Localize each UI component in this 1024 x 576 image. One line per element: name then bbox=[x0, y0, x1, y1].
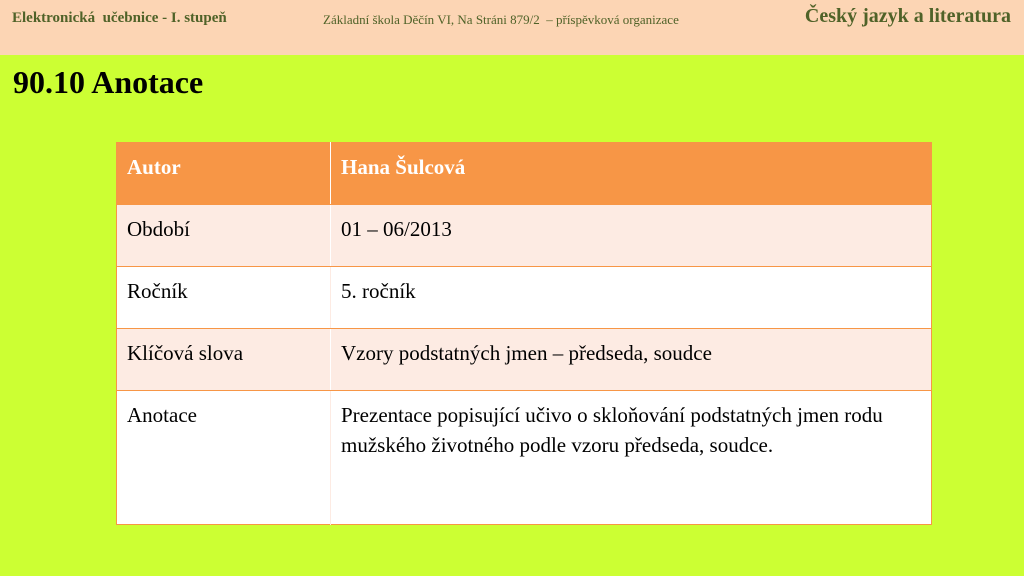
table-row bbox=[117, 267, 932, 329]
row-label-annotation: Anotace bbox=[117, 391, 331, 525]
table-row bbox=[117, 391, 932, 525]
header-subject: Český jazyk a literatura bbox=[804, 5, 1011, 27]
table-row bbox=[117, 329, 932, 391]
row-label-grade: Ročník bbox=[117, 267, 331, 329]
header-bar bbox=[0, 0, 1024, 55]
row-value-keywords: Vzory podstatných jmen – předseda, soudce bbox=[331, 329, 932, 391]
row-label-period: Období bbox=[117, 205, 331, 267]
row-value-period: 01 – 06/2013 bbox=[331, 205, 932, 267]
table-row bbox=[117, 143, 932, 205]
page-title: 90.10 Anotace bbox=[13, 64, 204, 100]
table-row bbox=[117, 205, 932, 267]
header-textbook-name: Elektronická učebnice - I. stupeň bbox=[12, 10, 227, 26]
row-value-grade: 5. ročník bbox=[331, 267, 932, 329]
annotation-table bbox=[116, 142, 932, 525]
header-school-name: Základní škola Děčín VI, Na Stráni 879/2 – příspěvková organizace bbox=[323, 12, 679, 27]
row-value-author: Hana Šulcová bbox=[331, 143, 932, 205]
row-label-keywords: Klíčová slova bbox=[117, 329, 331, 391]
row-label-author: Autor bbox=[117, 143, 331, 205]
row-value-annotation: Prezentace popisující učivo o skloňování podstatných jmen rodu mužského životného podle vzoru předseda, soudce. bbox=[331, 391, 932, 525]
